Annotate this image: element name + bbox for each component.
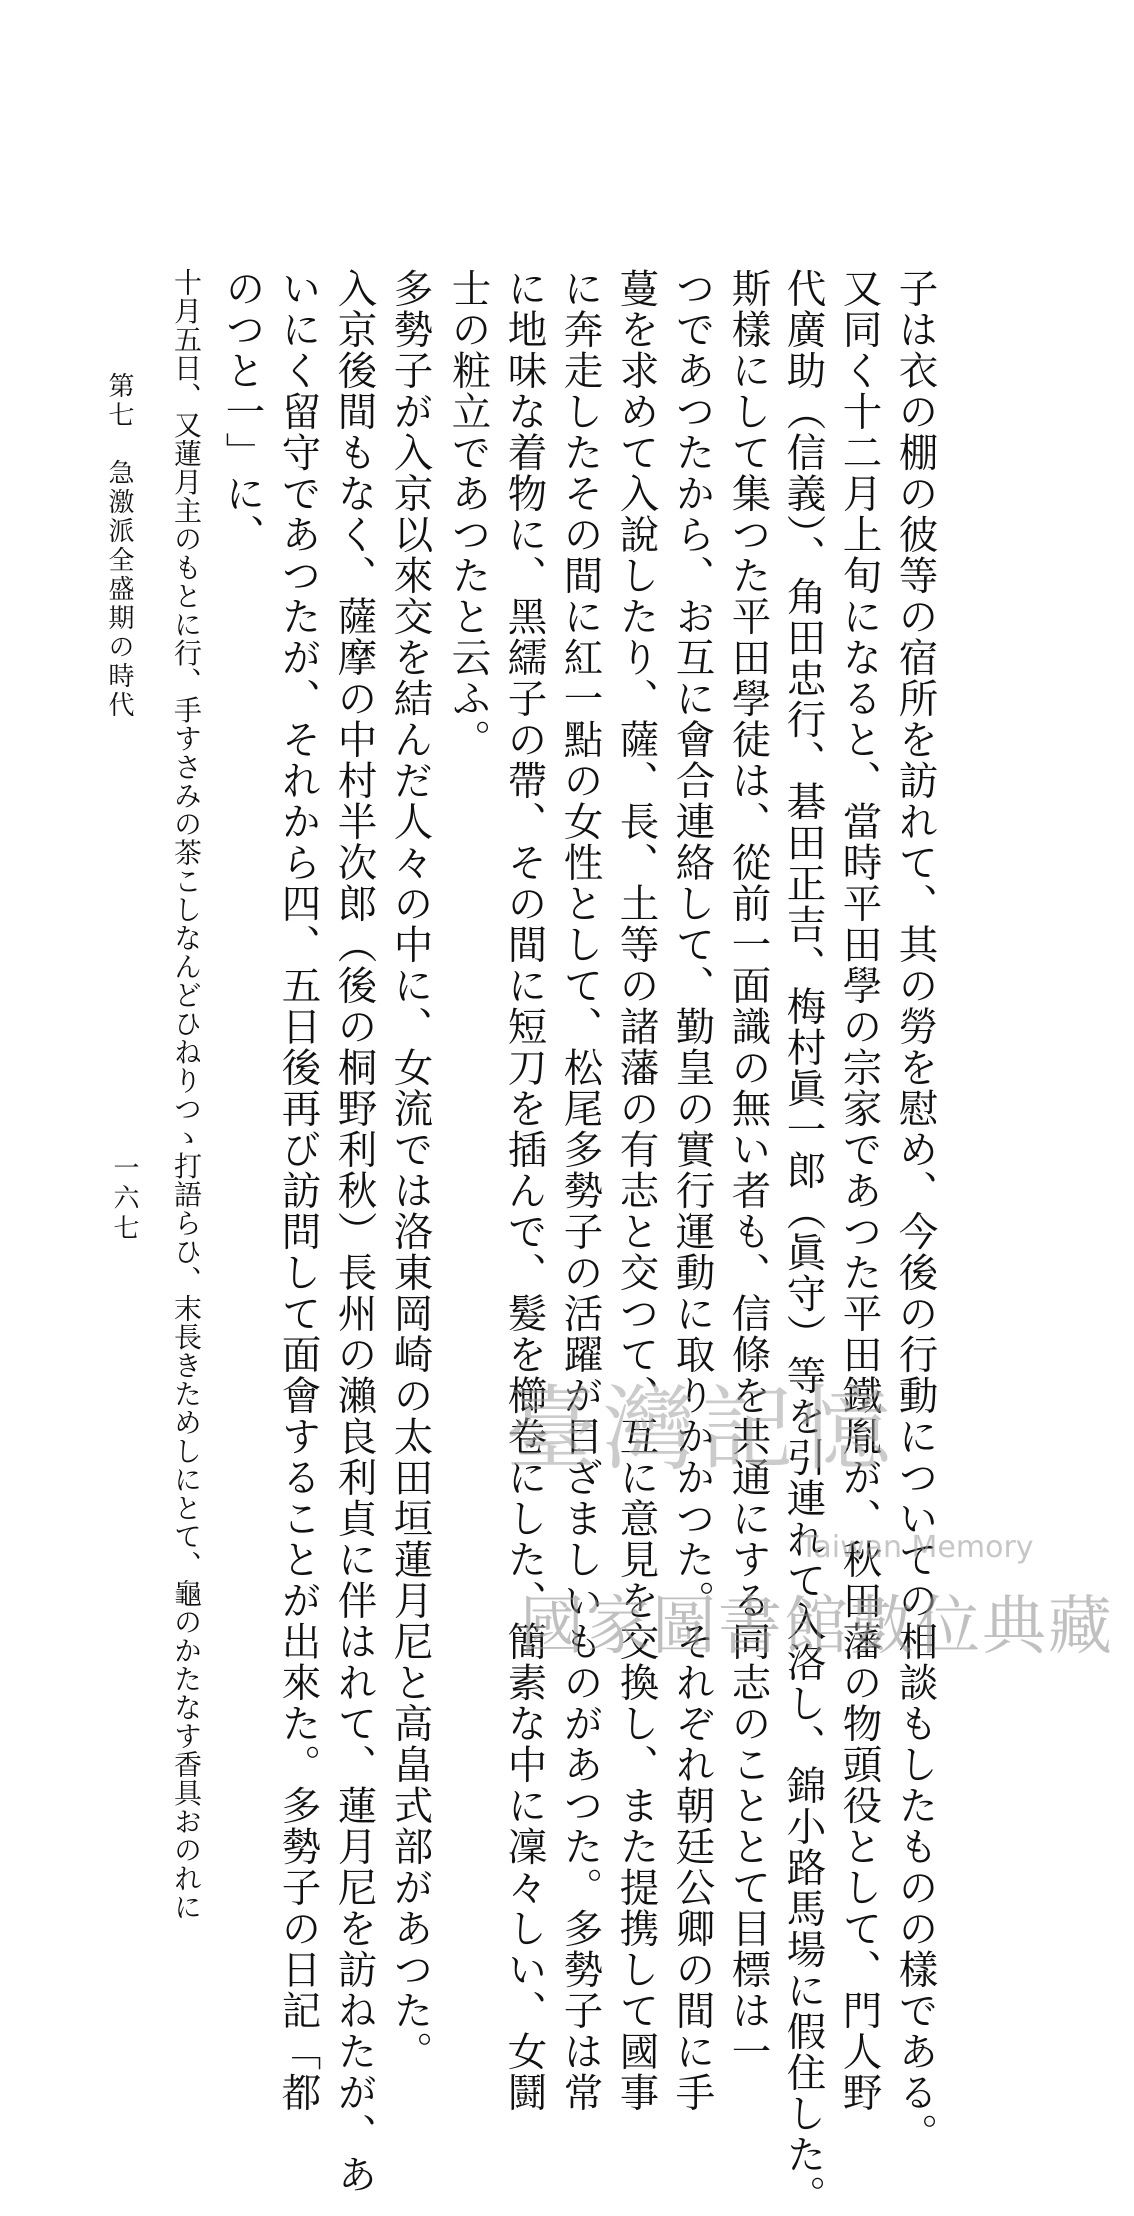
watermark-institution: 國家圖書館數位典藏 <box>520 1590 1114 1664</box>
running-header: 第七 急激派全盛期の時代 <box>104 372 134 720</box>
body-column-2: 又同く十二月上旬になると、當時平田學の宗家であつた平田鐵胤が、秋田藩の物頭役として、門人野 <box>836 268 883 2113</box>
body-column-11: 入京後間もなく、薩摩の中村半次郎（後の桐野利秋）長州の瀨良利貞に伴はれて、蓮月尼を訪ねたが、あ <box>331 268 378 2195</box>
watermark-english: Taiwan Memory <box>800 1530 1034 1565</box>
body-column-10: 多勢子が入京以來交を結んだ人々の中に、女流では洛東岡崎の太田垣蓮月尼と高畠式部があつた。 <box>387 268 434 2072</box>
body-column-4: 斯樣にして集つた平田學徒は、從前一面識の無い者も、信條を共通にする同志のこととて目標は一 <box>725 268 772 2072</box>
body-column-13: のつと一」に、 <box>219 268 266 555</box>
page-number: 一六七 <box>109 1154 139 1244</box>
body-column-6: 蔓を求めて入說したり、薩、長、土等の諸藩の有志と交つて、互に意見を交換し、また提携して國事 <box>613 268 660 2113</box>
body-column-12: いにく留守であつたが、それから四、五日後再び訪問して面會することが出來た。多勢子の日記「都 <box>275 268 322 2113</box>
body-column-3: 代廣助（信義）、角田忠行、碁田正吉、梅村眞一郎（眞守）等を引連れて入洛し、錦小路馬場に假住した。 <box>780 268 827 2216</box>
watermark-seal-text: 臺灣記憶 <box>505 1376 898 1483</box>
body-column-8: に地味な着物に、黑繻子の帶、その間に短刀を插んで、髮を櫛卷にした、簡素な中に凜々しい、女鬪 <box>501 268 548 2113</box>
body-column-5: つであつたから、お互に會合連絡して、勤皇の實行運動に取りかかつた。それぞれ朝廷公卿の間に手 <box>669 268 716 2113</box>
diary-quote-line: 十月五日、又蓮月主のもとに行、手すさみの茶こしなんどひねりつゝ打語らひ、末長きためしにとて、龜のかたなす香具おのれに <box>170 268 203 1921</box>
body-column-9: 士の粧立であつたと云ふ。 <box>445 268 492 760</box>
body-column-7: に奔走したその間に紅一點の女性として、松尾多勢子の活躍が目ざましいものがあつた。多勢子は常 <box>557 268 604 2113</box>
body-column-1: 子は衣の棚の彼等の宿所を訪れて、其の勞を慰め、今後の行動についての相談もしたものの樣である。 <box>892 268 939 2154</box>
